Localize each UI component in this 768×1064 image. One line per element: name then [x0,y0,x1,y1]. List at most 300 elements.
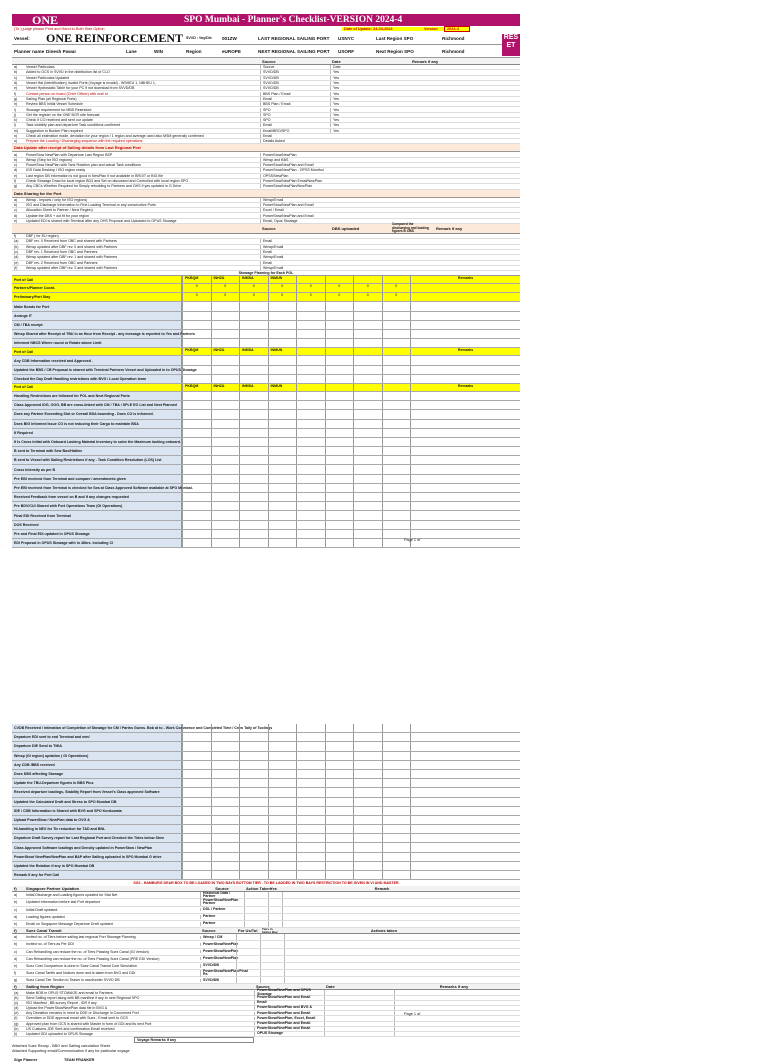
port-row-cell [182,539,211,547]
sailing-row-text: Send Sailing report along with BB manifest if any to next Regional SPO [26,995,140,1000]
port-row-label: Updated the Rotation if any in SPO Mumbai DB [12,862,182,870]
checklist-row-t: Suggestion to Bunker Plan required [26,128,83,133]
dbs-row-t: DBF rev. 2 Received from OBC and Partners [26,260,98,265]
port-row-label: CVDB Received / Intimation of Completion of Stowage for CM / Partns Guess. Bob at to - Work Commence and Completed Time / Crew Tally of Toolings [12,724,182,732]
port-row-cell [382,356,411,364]
port-row-cell [182,816,211,824]
port-row-cell [239,356,268,364]
singapore-row-blank [244,914,268,920]
port-row-cell [268,356,297,364]
port-row-cell [268,724,297,732]
port-row-cell [325,843,354,851]
sharing-row-s: PowerStow/NewPlan and Email [260,214,350,218]
checklist-row-t: Prepare the Loading / Discharging sequence with the required operations [26,139,143,144]
port-row-cell [268,302,297,310]
singapore-row-source: Partner [200,915,244,918]
last-spo-value: Richmond [442,35,465,41]
port-row-cell [239,530,268,538]
checklist-row-n: h) [14,102,18,107]
checklist-row-n: o) [14,139,18,144]
suez-row-blank [236,977,260,983]
sailing-row-text: Upload the PowerStow/NewPlan data file in BVG & [26,1006,108,1011]
port-row-cell [325,420,354,428]
port-row-cell [182,456,211,464]
suez-row-source: SVVD/DB [200,979,236,982]
date-col-header: Date [332,58,341,64]
port-row-cell [268,410,297,418]
suez-row-index: d) [14,956,18,961]
port-row-cell [353,724,382,732]
sailing-index: f) [14,984,17,990]
port-row-cell [268,339,297,347]
port-row-cell [268,798,297,806]
port-row-cell [325,511,354,519]
checklist-row-t: Sailing Plan (all Regional Ports) [26,96,77,101]
port-row-cell [382,511,411,519]
sailing-row-blank [324,1011,394,1015]
port-row-cell [382,871,411,879]
port-row-cell [211,330,240,338]
port-row-cell [239,321,268,329]
port-row-cell [353,375,382,383]
port-row-cell: 0 [382,293,411,301]
port-row-cell [325,761,354,769]
next-port-label: NEXT REGIONAL SAILING PORT [258,48,330,54]
checklist-row-s: Details Asked [260,139,330,143]
port-row-cell [239,521,268,529]
port-row [12,284,520,293]
port-row-cell [268,539,297,547]
port-row-cell [382,493,411,501]
sailing-row-source: PowerStow/NewPlan, Excel, Email [254,1017,324,1020]
port-row-cell [182,392,211,400]
port-row-cell [182,438,211,446]
sharing-row-t: ISO and Discharge Information to First Loading Terminal or any consecutive Ports [26,202,156,207]
port-row-label: If is Cross Initial with Onboard Lashing Material Inventory to solve the Maximum lashing onboard. [12,438,182,446]
dbs-row-s: Email [260,239,330,243]
checklist-row-d: Yes [330,81,410,85]
update-row-s: PowerStow/NewPlan/NewPlan [260,184,350,188]
singapore-row [12,892,520,899]
checklist-row-d: Yes [330,113,410,117]
dbs-row-t: DBF rev. 0 Received from OBC and shared with Partners [26,239,117,244]
port-row-cell [268,465,297,473]
port-row-cell: 0 [296,284,325,292]
port-row-cell [296,752,325,760]
port-row-cell [239,312,268,320]
sailing-row-source: PowerStow/NewPlan and OPUS Stowage [254,989,324,996]
port-row-cell: 0 [239,284,268,292]
dbs-row-t: DBF ( for EU region) [26,234,59,239]
port-row-cell [296,312,325,320]
port-row-cell [182,465,211,473]
port-row-cell [382,816,411,824]
dbs-row-s: Wmsp/Email [260,255,330,259]
port-row-cell [268,447,297,455]
data-update-header [12,144,520,152]
dbs-header [12,224,520,234]
port-row-cell [325,788,354,796]
sailing-row-blank [324,1001,394,1005]
port-row-cell [268,862,297,870]
port-row-cell [296,511,325,519]
port-row-cell [296,742,325,750]
port-row [12,871,520,880]
port-row-cell [268,484,297,492]
port-row-cell [296,816,325,824]
sailing-row-blank [324,990,394,994]
port-row-remark [410,825,520,833]
remarks-header-1: Remarks [410,276,520,283]
singapore-row-blank [244,899,268,905]
port-row-cell [239,330,268,338]
port-row-cell [268,456,297,464]
port-row-label: PowerStow/ NewPlan/NewPlan and BAP after Sailing uploaded in SPO Mumbai G drive [12,853,182,861]
sharing-row-n: a) [14,197,18,202]
sharing-row-s: Email, Opus Stowage [260,219,350,223]
port-row-cell [268,366,297,374]
port-row-cell [239,843,268,851]
port-row-cell [382,788,411,796]
port-row [12,770,520,779]
suez-row-blank [260,949,284,955]
port-row-cell [325,770,354,778]
singapore-source-header: Source [215,886,229,892]
port-row [12,356,520,365]
port-row-cell [239,302,268,310]
checklist-row-d: Yes [330,97,410,101]
port-row-label: Handling Restrictions are followed for POL and Next Regional Ports [12,392,182,400]
suez-forus-header: For Us/Tul [238,928,258,934]
port-row-cell [382,366,411,374]
port-row-cell [239,761,268,769]
port-row-cell [353,312,382,320]
port-row-cell [296,853,325,861]
port-row-cell [382,484,411,492]
checklist-row-s: SPO [260,113,330,117]
port-row-cell: 0 [182,284,211,292]
sharing-row-s: Excel / Email [260,208,350,212]
suez-row-blank [284,977,484,983]
singapore-row-text: Initial Draft updated. [26,907,59,912]
singapore-row-source: DSL / Partner [200,908,244,911]
port-row-cell [268,502,297,510]
port-row-cell [325,798,354,806]
suez-row [12,977,520,984]
sailing-row-index: (b) [14,995,19,1000]
singapore-yes-header: Yes [270,886,277,892]
port-row-cell: 0 [211,293,240,301]
port2-col-3: INMSA [239,348,268,355]
port-block-1-rows [12,284,520,348]
port-row [12,429,520,438]
port-row-label: Updated the Calculated Draft and Stress to SPO Mumbai DB [12,798,182,806]
sailing-list [12,990,520,1037]
port-row-cell [211,862,240,870]
checklist-row-s: Email [260,134,330,138]
port-row-cell [268,843,297,851]
port-row-cell [353,816,382,824]
port-row-remark [410,843,520,851]
port-row-cell [382,825,411,833]
dbs-compared-header: Compared the discharging and loading figures in DBS [392,222,429,234]
remarks-header-3: Remarks [410,384,520,391]
update-row-t: IGS Data Desktop / ISO region ready [26,168,86,173]
port-row-label: Updated the BBS / CB Proposal is shared with Terminal Partners Vessel and Uploaded in to OPUS Stowage [12,366,182,374]
signature-label: Sign Planner [14,1058,38,1063]
port-row-cell [353,392,382,400]
port-row-cell [382,375,411,383]
suez-row [12,963,520,970]
sailing-row-text: Make BOB in OPUS STOWAGE and email to Partners [26,990,113,995]
singapore-row-blank [268,914,282,920]
dbs-row-s: Wmsp/Email [260,245,330,249]
sailing-row-index: (d) [14,1006,19,1011]
port-row-cell [268,493,297,501]
sharing-row-t: Allocation Sheet to Partner / Next Region) [26,208,93,213]
port-row-cell [353,456,382,464]
port-row-cell [382,521,411,529]
port-row-label: Hi-handling in NEX for Tie reduction for TAD and BNL [12,825,182,833]
port-row-cell [296,392,325,400]
source-col-header: Source [262,58,276,64]
port-row-cell [268,401,297,409]
port-row-cell [353,511,382,519]
port-row-cell [239,456,268,464]
port-row [12,302,520,311]
suez-row [12,956,520,963]
port-row-remark [410,733,520,741]
port-row-label: Wmsp (GI region) updation ( GI Operations) [12,752,182,760]
dbs-row-n: (c) [14,250,19,255]
port-row-cell [239,779,268,787]
port-row-cell [268,733,297,741]
port-row-cell: 0 [325,284,354,292]
dbs-row-t: Wmsp updated after DBF rev. 1 and shared with Partners [26,255,118,260]
prearrival-header [12,58,520,65]
restriction-banner: SG2 - HAMBURG DEAR BOX TO BE LOADED IN TWO BAYS BOTTOM TIER . TO BE LADDED IN TWO BAYS RESTRICTION TO BE GIVEN IN VI AND MASTER [133,881,399,886]
singapore-row-blank [282,907,482,913]
port-row-cell: 0 [268,293,297,301]
sailing-row-blank [394,1016,514,1020]
suez-row-blank [260,963,284,969]
suez-row-blank [236,970,260,976]
checklist-row-n: a) [14,65,18,70]
singapore-row-index: b) [14,900,18,905]
port-row-label: Departure Draft Survey report for Last Regional Port and Checked the Tides below Shee [12,834,182,842]
version-label: Version [422,27,444,31]
port-row-cell [296,871,325,879]
port-row-label: Arrange IT [12,312,182,320]
port-row-cell [382,456,411,464]
port-row [12,447,520,456]
port-row-cell [353,330,382,338]
sailing-row-blank [394,1001,514,1005]
port-row-cell [182,356,211,364]
port-row [12,761,520,770]
port-row-cell [325,339,354,347]
singapore-index: f) [14,886,17,892]
last-spo-label: Last Region SPO [376,35,414,41]
port-row-cell [382,530,411,538]
next-spo-value: Richmond [442,48,465,54]
port-row-cell [296,339,325,347]
port-row-cell [239,539,268,547]
port-row-cell [182,339,211,347]
port-row-cell [239,493,268,501]
port-row-cell [353,871,382,879]
suez-row-blank [260,941,284,947]
port-row-remark [410,752,520,760]
update-row-n: g) [14,184,18,189]
port-row-label: CM / TBA receipt [12,321,182,329]
port-row-cell [239,798,268,806]
suez-row-source: Wmsp / CM [200,936,236,939]
port-row-cell [325,724,354,732]
port-row-cell [239,807,268,815]
port-row-cell [211,339,240,347]
planner-info-row [12,45,520,58]
checklist-row-d: Date [330,65,410,69]
port-row-label: If Required [12,429,182,437]
port-row-cell [325,862,354,870]
next-spo-label: Next Region SPO [376,48,414,54]
port-row-cell [353,475,382,483]
port-block-2-title: Port of Call [12,348,182,355]
port-row-cell: 0 [239,293,268,301]
checklist-row-n: b) [14,70,18,75]
stowage-planning-label: Stowage Planning for Each POL [238,271,294,276]
sailing-row-blank [324,1022,394,1026]
update-row-n: a) [14,152,18,157]
port-row-label: Received Feedback from vessel on B and if any changes requested [12,493,182,501]
port-row-cell [182,493,211,501]
port-row-remark [410,330,520,338]
port-row-label: Any CDB /BBS received [12,761,182,769]
singapore-row-index: a) [14,893,18,898]
port-row-cell [239,511,268,519]
port-row-remark [410,871,520,879]
sailing-row-index: (a) [14,990,19,995]
port-row-remark [410,493,520,501]
port-row-cell [182,502,211,510]
port-row-cell [296,438,325,446]
port-row-label: Upload PowerStow / NewPlan data to OVG & [12,816,182,824]
voyage-label: SVVD : Voy/Dir: [186,36,213,40]
port-row-cell [296,770,325,778]
update-row-s: Wmsp and BBS [260,158,350,162]
port-row-cell [382,733,411,741]
port-row-cell [296,456,325,464]
port-row-label: Pre BDV/CUI Shared with Port Operations Team (GI Operations) [12,502,182,510]
dbs-row-t: DBF rev. 1 Received from OBC and Partners [26,250,98,255]
port-row-cell [382,770,411,778]
port-row-cell [182,752,211,760]
suez-row [12,949,520,956]
port-row [12,521,520,530]
port-row-cell [325,742,354,750]
update-row-n: c) [14,163,17,168]
port-block-3-header [12,384,520,392]
port-row-cell [182,798,211,806]
port-row-cell [239,475,268,483]
voyage-remarks-label: Voyage Remarks if any [134,1037,254,1043]
last-port-label: LAST REGIONAL SAILING PORT [258,35,330,41]
port-row-cell [353,521,382,529]
port-row-cell [382,339,411,347]
sailing-row-source: PowerStow/NewPlan and Email [254,996,324,999]
port-row-cell [239,742,268,750]
singapore-row [12,899,520,906]
update-row-t: Check Stowage Draw for local region BD3 and Set on discussed and Controlled with local region SPO [26,179,189,184]
port-row-cell [239,401,268,409]
port-row-cell [382,429,411,437]
sailing-row-text: Approved plan from GCS is shared with Master in form of GDI and its next Port [26,1021,152,1026]
sailing-row-index: (e) [14,1011,19,1016]
port-row-remark [410,530,520,538]
port-row-cell [325,401,354,409]
port-row-cell [239,752,268,760]
port-row-cell [382,834,411,842]
sharing-row-t: Update the DBS + out fit for your region [26,213,90,218]
port-row-label: Does DBS affecting Stowage [12,770,182,778]
singapore-row-blank [282,899,482,905]
port-row-cell [239,825,268,833]
port-row-cell [182,862,211,870]
suez-title: Suez Canal Transit [26,928,62,934]
port-row-cell [296,465,325,473]
lane-value: WIN [154,48,163,54]
port-row-cell [353,447,382,455]
port-row-cell [182,761,211,769]
port-row [12,788,520,797]
port-row-cell [325,502,354,510]
sailing-row-source: PowerStow/NewPlan and Email [254,1012,324,1015]
sailing-row-text: US Customs JDE Sent and confirmation Email received [26,1026,115,1031]
sharing-row-n: d) [14,213,18,218]
suez-row-text: Suez Cost Comparison is done in Suez Canal Transit Cost Simulation [26,963,137,968]
port-block-1-header [12,276,520,284]
port-row-cell [268,761,297,769]
checklist-row-t: Stowage requirement for MBS Restricted [26,107,92,112]
port-row-cell [353,770,382,778]
port-row [12,339,520,348]
port-row-cell [182,788,211,796]
port-row-cell [268,420,297,428]
suez-row [12,970,520,977]
port-row-cell [382,420,411,428]
port-row-cell: 0 [296,293,325,301]
port-row-cell [182,724,211,732]
port-row-cell [382,853,411,861]
port-row-cell [296,521,325,529]
port-row-cell [239,339,268,347]
port-row-cell [353,401,382,409]
port-col-1: PKBQM [182,276,211,283]
checklist-row-t: Added to OCS in SVVD in the distribution list of CLO [26,70,110,75]
port-row-cell [353,420,382,428]
checklist-row-n: d) [14,81,18,86]
update-row-s: PowerStow/NewPlan Email/NewPlan [260,179,350,183]
port-row-label: Final EDI Received from Terminal [12,511,182,519]
sailing-source-header: Source [256,984,270,990]
checklist-row-t: Vessel Hat (Identification) Invalid Ports (Voyage is invalid) - WSHEU 1, NBHEU 1, [26,81,156,86]
sailing-row-blank [394,1027,514,1031]
port-row-cell [182,302,211,310]
port-row-cell [296,401,325,409]
dbs-row-n: (f) [14,265,18,270]
port-row-cell [268,834,297,842]
